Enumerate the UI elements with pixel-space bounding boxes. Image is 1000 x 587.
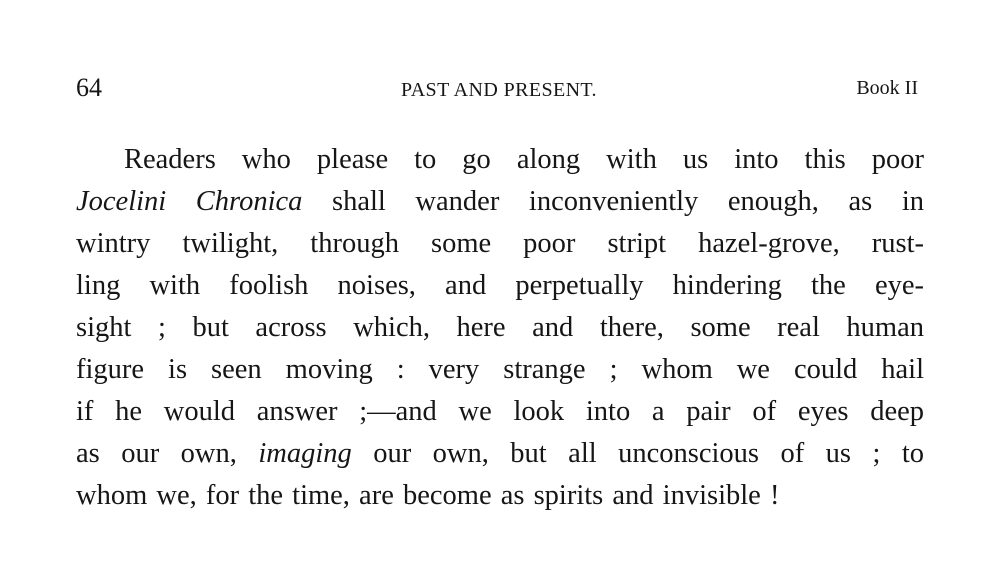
- text-line-8: [76, 433, 924, 475]
- text-line-7: if he would answer ;—and we look into a pair of eyes deep: [76, 396, 924, 427]
- running-head: [76, 72, 922, 104]
- page-number: 64: [76, 73, 102, 102]
- text-line-5: sight ; but across which, here and there, some real human: [76, 312, 924, 343]
- text-line-2-rest: shall wander inconveniently enough, as in: [302, 186, 924, 217]
- running-title: PAST AND PRESENT.: [401, 79, 597, 101]
- text-line-4: ling with foolish noises, and perpetually hindering the eye-: [76, 270, 924, 301]
- italic-word: imaging: [258, 438, 352, 469]
- text-line-2: [76, 181, 924, 223]
- text-line-8-start: as our own,: [76, 438, 259, 469]
- text-line-6: figure is seen moving : very strange ; whom we could hail: [76, 354, 924, 385]
- text-line-1: Readers who please to go along with us into this poor: [124, 144, 924, 175]
- body-paragraph: [76, 139, 924, 517]
- book-label: Book II: [856, 77, 918, 99]
- text-line-8-rest: our own, but all unconscious of us ; to: [351, 438, 924, 469]
- italic-title: Jocelini Chronica: [76, 186, 303, 217]
- text-line-3: wintry twilight, through some poor stript hazel-grove, rust-: [76, 228, 924, 259]
- text-line-9: whom we, for the time, are become as spirits and invisible !: [76, 480, 780, 511]
